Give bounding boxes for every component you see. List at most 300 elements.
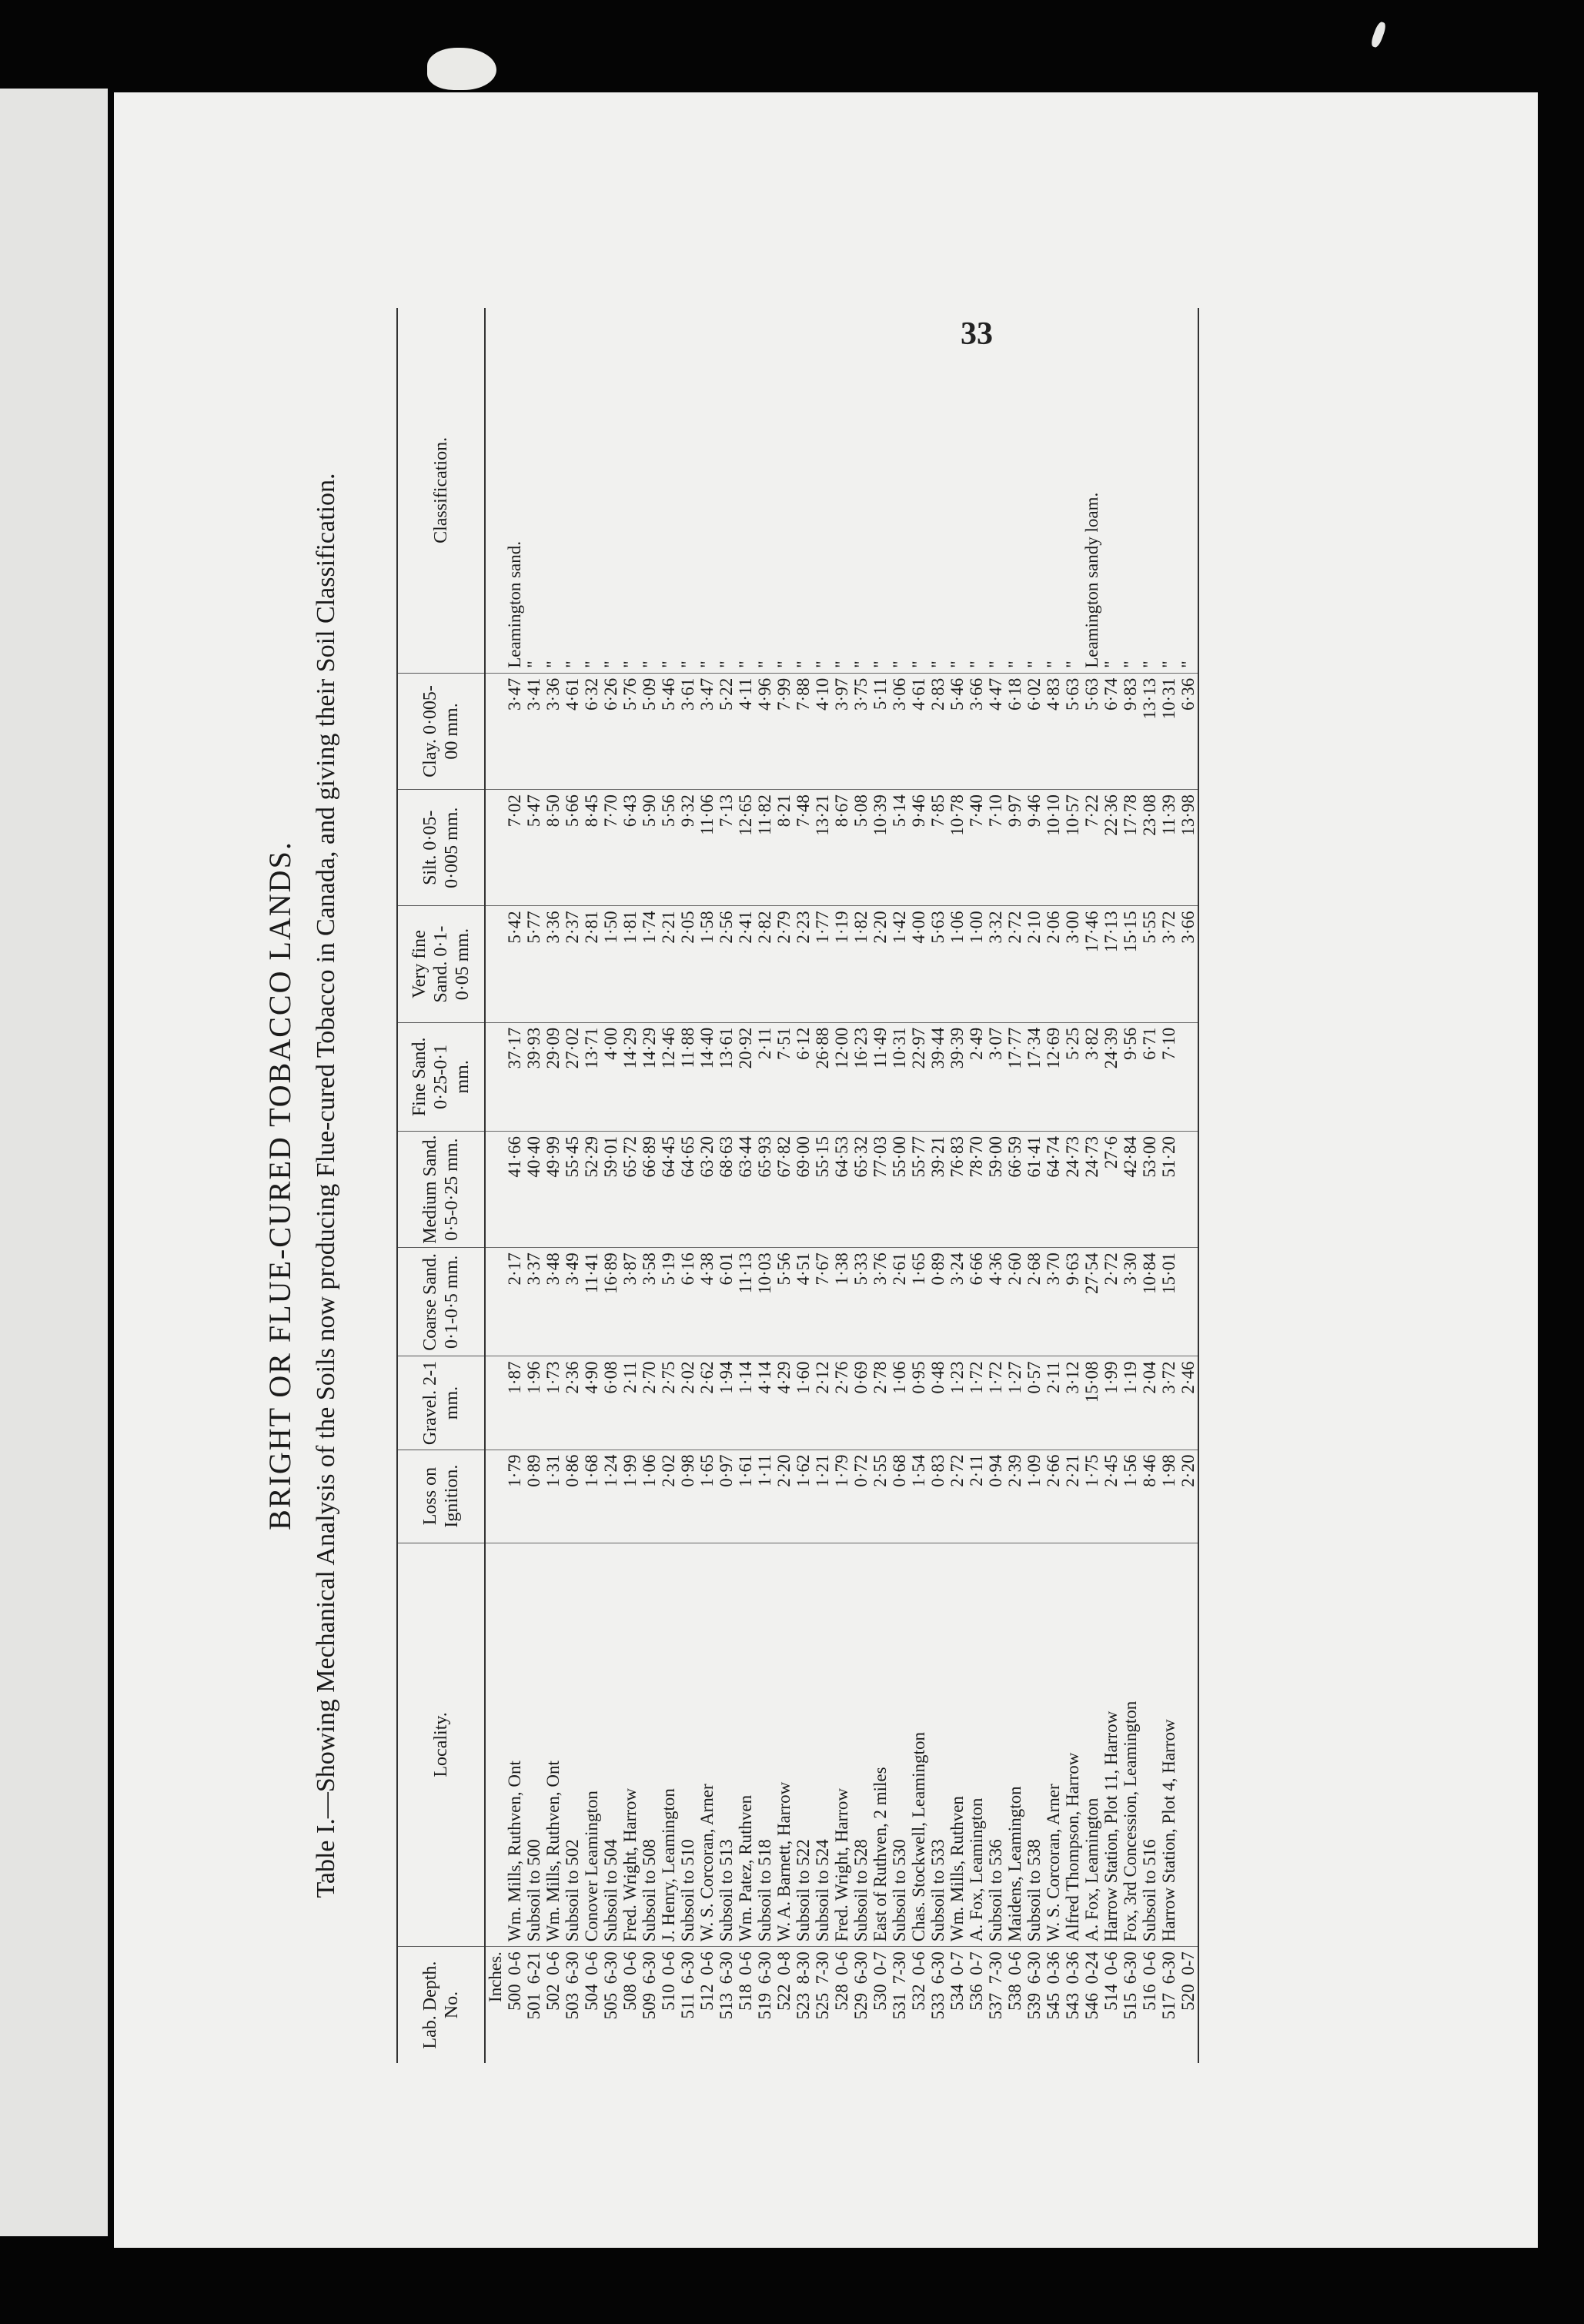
depth: 0-6 — [909, 1951, 928, 1975]
fine-sand-cell: 3·82 — [1082, 1022, 1101, 1131]
medium-sand-cell: 68·63 — [717, 1131, 736, 1247]
classification-cell: " — [543, 308, 563, 673]
gravel-cell: 0·57 — [1024, 1356, 1044, 1450]
medium-sand-cell: 39·21 — [928, 1131, 947, 1247]
loss-cell: 2·11 — [967, 1450, 986, 1543]
gravel-cell: 2·11 — [1044, 1356, 1063, 1450]
depth: 0-6 — [1101, 1951, 1121, 1975]
very-fine-sand-cell: 2·82 — [755, 906, 774, 1022]
col-silt: Silt. 0·05-0·005 mm. — [397, 790, 485, 906]
coarse-sand-cell: 10·03 — [755, 1248, 774, 1356]
locality-cell: Subsoil to 502 — [563, 1543, 582, 1947]
coarse-sand-cell: 1·65 — [909, 1248, 928, 1356]
table-row — [640, 308, 659, 2063]
lab-number: 516 — [1140, 1984, 1159, 2011]
silt-cell: 8·45 — [582, 790, 601, 906]
silt-cell: 13·98 — [1178, 790, 1198, 906]
loss-cell: 1·54 — [909, 1450, 928, 1543]
silt-cell: 8·50 — [543, 790, 563, 906]
locality-cell: Fox, 3rd Concession, Leamington — [1121, 1543, 1140, 1947]
clay-cell: 6·36 — [1178, 673, 1198, 789]
gravel-cell: 2·11 — [620, 1356, 640, 1450]
lab-no-depth-cell — [909, 1947, 928, 2063]
table-row — [1005, 308, 1024, 2063]
very-fine-sand-cell: 3·32 — [986, 906, 1005, 1022]
classification-cell: " — [890, 308, 909, 673]
clay-cell: 5·09 — [640, 673, 659, 789]
clay-cell: 6·32 — [582, 673, 601, 789]
col-classification: Classification. — [397, 308, 485, 673]
table-header-row — [397, 308, 485, 2063]
silt-cell: 7·22 — [1082, 790, 1101, 906]
fine-sand-cell: 37·17 — [505, 1022, 524, 1131]
loss-cell: 2·21 — [1063, 1450, 1082, 1543]
lab-no-depth-cell — [851, 1947, 871, 2063]
gravel-cell: 4·14 — [755, 1356, 774, 1450]
classification-cell: " — [1159, 308, 1178, 673]
table-row — [678, 308, 697, 2063]
medium-sand-cell: 78·70 — [967, 1131, 986, 1247]
silt-cell: 13·21 — [813, 790, 832, 906]
classification-cell: " — [928, 308, 947, 673]
classification-cell: " — [851, 308, 871, 673]
lab-no-depth-cell — [947, 1947, 967, 2063]
loss-cell: 1·62 — [794, 1450, 813, 1543]
clay-cell: 5·11 — [871, 673, 890, 789]
lab-no-depth-cell — [524, 1947, 543, 2063]
gravel-cell: 1·87 — [505, 1356, 524, 1450]
lab-number: 508 — [620, 1984, 640, 2011]
medium-sand-cell: 55·15 — [813, 1131, 832, 1247]
coarse-sand-cell: 3·70 — [1044, 1248, 1063, 1356]
very-fine-sand-cell: 3·66 — [1178, 906, 1198, 1022]
lab-number: 510 — [659, 1984, 678, 2011]
coarse-sand-cell: 2·17 — [505, 1248, 524, 1356]
loss-cell: 1·98 — [1159, 1450, 1178, 1543]
lab-number: 500 — [505, 1984, 524, 2011]
table-row — [524, 308, 543, 2063]
clay-cell: 4·47 — [986, 673, 1005, 789]
fine-sand-cell: 20·92 — [736, 1022, 755, 1131]
silt-cell: 7·10 — [986, 790, 1005, 906]
coarse-sand-cell: 10·84 — [1140, 1248, 1159, 1356]
medium-sand-cell: 41·66 — [505, 1131, 524, 1247]
table-row — [1063, 308, 1082, 2063]
classification-cell: " — [967, 308, 986, 673]
very-fine-sand-cell: 2·37 — [563, 906, 582, 1022]
clay-cell: 3·36 — [543, 673, 563, 789]
depth: 6-30 — [601, 1951, 620, 1985]
fine-sand-cell: 39·44 — [928, 1022, 947, 1131]
lab-number: 523 — [794, 1992, 813, 2020]
medium-sand-cell: 64·45 — [659, 1131, 678, 1247]
gravel-cell: 1·72 — [967, 1356, 986, 1450]
lab-number: 543 — [1063, 1992, 1082, 2020]
locality-cell: Fred. Wright, Harrow — [832, 1543, 851, 1947]
fine-sand-cell: 14·29 — [640, 1022, 659, 1131]
medium-sand-cell: 59·00 — [986, 1131, 1005, 1247]
gravel-cell: 6·08 — [601, 1356, 620, 1450]
locality-cell: Subsoil to 510 — [678, 1543, 697, 1947]
locality-cell: A. Fox, Leamington — [1082, 1543, 1101, 1947]
depth: 0-6 — [832, 1951, 851, 1975]
medium-sand-cell: 77·03 — [871, 1131, 890, 1247]
loss-cell: 1·61 — [736, 1450, 755, 1543]
classification-cell: " — [1101, 308, 1121, 673]
table-row — [755, 308, 774, 2063]
lab-no-depth-cell — [659, 1947, 678, 2063]
silt-cell: 9·32 — [678, 790, 697, 906]
lab-number: 531 — [890, 1992, 909, 2020]
locality-cell: Harrow Station, Plot 4, Harrow — [1159, 1543, 1178, 1947]
clay-cell: 4·83 — [1044, 673, 1063, 789]
very-fine-sand-cell: 1·77 — [813, 906, 832, 1022]
lab-number: 537 — [986, 1992, 1005, 2020]
very-fine-sand-cell: 5·42 — [505, 906, 524, 1022]
col-fine-sand: Fine Sand. 0·25-0·1 mm. — [397, 1022, 485, 1131]
coarse-sand-cell: 27·54 — [1082, 1248, 1101, 1356]
depth: 6-30 — [851, 1951, 871, 1985]
clay-cell: 6·02 — [1024, 673, 1044, 789]
coarse-sand-cell: 3·30 — [1121, 1248, 1140, 1356]
fine-sand-cell: 12·00 — [832, 1022, 851, 1131]
coarse-sand-cell: 6·66 — [967, 1248, 986, 1356]
silt-cell: 7·70 — [601, 790, 620, 906]
fine-sand-cell: 13·71 — [582, 1022, 601, 1131]
locality-cell: W. S. Corcoran, Arner — [1044, 1543, 1063, 1947]
gravel-cell: 2·12 — [813, 1356, 832, 1450]
medium-sand-cell: 24·73 — [1063, 1131, 1082, 1247]
gravel-cell: 2·46 — [1178, 1356, 1198, 1450]
clay-cell: 5·22 — [717, 673, 736, 789]
gravel-cell: 1·19 — [1121, 1356, 1140, 1450]
lab-no-depth-cell — [1005, 1947, 1024, 2063]
locality-cell: Subsoil to 533 — [928, 1543, 947, 1947]
gravel-cell: 2·78 — [871, 1356, 890, 1450]
table-row — [1159, 308, 1178, 2063]
silt-cell: 7·40 — [967, 790, 986, 906]
locality-cell: Subsoil to 524 — [813, 1543, 832, 1947]
locality-cell: Fred. Wright, Harrow — [620, 1543, 640, 1947]
lab-no-depth-cell — [505, 1947, 524, 2063]
loss-cell: 1·79 — [505, 1450, 524, 1543]
fine-sand-cell: 10·31 — [890, 1022, 909, 1131]
table-row — [851, 308, 871, 2063]
locality-cell: Subsoil to 513 — [717, 1543, 736, 1947]
coarse-sand-cell: 5·33 — [851, 1248, 871, 1356]
fine-sand-cell: 14·40 — [697, 1022, 717, 1131]
loss-cell: 0·89 — [524, 1450, 543, 1543]
loss-cell: 0·98 — [678, 1450, 697, 1543]
gravel-cell: 1·14 — [736, 1356, 755, 1450]
depth: 0-6 — [505, 1951, 524, 1975]
clay-cell: 3·66 — [967, 673, 986, 789]
coarse-sand-cell: 5·19 — [659, 1248, 678, 1356]
locality-cell: Subsoil to 508 — [640, 1543, 659, 1947]
gravel-cell: 1·99 — [1101, 1356, 1121, 1450]
silt-cell: 5·47 — [524, 790, 543, 906]
lab-number: 505 — [601, 1992, 620, 2020]
classification-cell: Leamington sand. — [505, 308, 524, 673]
fine-sand-cell: 27·02 — [563, 1022, 582, 1131]
coarse-sand-cell: 1·38 — [832, 1248, 851, 1356]
classification-cell: " — [755, 308, 774, 673]
classification-cell: " — [947, 308, 967, 673]
lab-no-depth-cell — [640, 1947, 659, 2063]
clay-cell: 5·76 — [620, 673, 640, 789]
clay-cell: 5·46 — [659, 673, 678, 789]
lab-no-depth-cell — [1024, 1947, 1044, 2063]
clay-cell: 6·18 — [1005, 673, 1024, 789]
medium-sand-cell: 49·99 — [543, 1131, 563, 1247]
loss-cell: 2·02 — [659, 1450, 678, 1543]
clay-cell: 10·31 — [1159, 673, 1178, 789]
medium-sand-cell: 64·53 — [832, 1131, 851, 1247]
loss-cell: 1·09 — [1024, 1450, 1044, 1543]
col-very-fine-sand: Very fine Sand. 0·1-0·05 mm. — [397, 906, 485, 1022]
fine-sand-cell: 13·61 — [717, 1022, 736, 1131]
depth: 6-21 — [524, 1951, 543, 1985]
page-number: 33 — [961, 316, 993, 352]
table-row — [543, 308, 563, 2063]
gravel-cell: 1·73 — [543, 1356, 563, 1450]
loss-cell: 8·46 — [1140, 1450, 1159, 1543]
very-fine-sand-cell: 2·81 — [582, 906, 601, 1022]
coarse-sand-cell: 6·16 — [678, 1248, 697, 1356]
depth: 0-6 — [659, 1951, 678, 1975]
lab-number: 518 — [736, 1984, 755, 2011]
silt-cell: 6·43 — [620, 790, 640, 906]
fine-sand-cell: 11·49 — [871, 1022, 890, 1131]
coarse-sand-cell: 2·61 — [890, 1248, 909, 1356]
table-row — [697, 308, 717, 2063]
classification-cell: " — [813, 308, 832, 673]
lab-no-depth-cell — [601, 1947, 620, 2063]
lab-number: 529 — [851, 1992, 871, 2020]
locality-cell: Wm. Mills, Ruthven, Ont — [505, 1543, 524, 1947]
fine-sand-cell: 2·49 — [967, 1022, 986, 1131]
lab-number: 536 — [967, 1984, 986, 2011]
medium-sand-cell: 61·41 — [1024, 1131, 1044, 1247]
classification-cell: " — [601, 308, 620, 673]
clay-cell: 3·47 — [697, 673, 717, 789]
lab-no-depth-cell — [1101, 1947, 1121, 2063]
very-fine-sand-cell: 5·55 — [1140, 906, 1159, 1022]
table-row — [832, 308, 851, 2063]
lab-no-depth-cell — [678, 1947, 697, 2063]
lab-number: 511 — [678, 1992, 697, 2019]
classification-cell: " — [1044, 308, 1063, 673]
fine-sand-cell: 7·10 — [1159, 1022, 1178, 1131]
fine-sand-cell: 12·46 — [659, 1022, 678, 1131]
lab-no-depth-cell — [1159, 1947, 1178, 2063]
lab-number: 513 — [717, 1992, 736, 2020]
depth: 0-7 — [967, 1951, 986, 1975]
loss-cell: 1·31 — [543, 1450, 563, 1543]
very-fine-sand-cell: 4·00 — [909, 906, 928, 1022]
table-row — [871, 308, 890, 2063]
medium-sand-cell: 76·83 — [947, 1131, 967, 1247]
classification-cell: " — [717, 308, 736, 673]
medium-sand-cell: 52·29 — [582, 1131, 601, 1247]
silt-cell: 10·57 — [1063, 790, 1082, 906]
medium-sand-cell: 51·20 — [1159, 1131, 1178, 1247]
silt-cell: 17·78 — [1121, 790, 1140, 906]
classification-cell: " — [832, 308, 851, 673]
lab-number: 528 — [832, 1984, 851, 2011]
lab-no-depth-cell — [543, 1947, 563, 2063]
very-fine-sand-cell: 1·00 — [967, 906, 986, 1022]
lab-number: 515 — [1121, 1992, 1140, 2020]
silt-cell: 9·97 — [1005, 790, 1024, 906]
lab-no-depth-cell — [774, 1947, 794, 2063]
fine-sand-cell: 16·23 — [851, 1022, 871, 1131]
classification-cell: " — [640, 308, 659, 673]
very-fine-sand-cell: 2·23 — [794, 906, 813, 1022]
medium-sand-cell: 42·84 — [1121, 1131, 1140, 1247]
table-row — [582, 308, 601, 2063]
depth: 6-30 — [1024, 1951, 1044, 1985]
clay-cell: 3·41 — [524, 673, 543, 789]
lab-number: 514 — [1101, 1984, 1121, 2011]
depth: 0-7 — [871, 1951, 890, 1975]
classification-cell: " — [774, 308, 794, 673]
lab-number: 512 — [697, 1984, 717, 2011]
clay-cell: 3·97 — [832, 673, 851, 789]
coarse-sand-cell: 11·13 — [736, 1248, 755, 1356]
very-fine-sand-cell: 2·20 — [871, 906, 890, 1022]
table-row — [928, 308, 947, 2063]
lab-no-depth-cell — [794, 1947, 813, 2063]
lab-no-depth-cell — [736, 1947, 755, 2063]
locality-cell: Maidens, Leamington — [1005, 1543, 1024, 1947]
depth: 0-36 — [1044, 1951, 1063, 1985]
loss-cell: 0·72 — [851, 1450, 871, 1543]
loss-cell: 1·06 — [640, 1450, 659, 1543]
locality-cell: Subsoil to 518 — [755, 1543, 774, 1947]
classification-cell: Leamington sandy loam. — [1082, 308, 1101, 673]
coarse-sand-cell: 3·37 — [524, 1248, 543, 1356]
loss-cell: 2·45 — [1101, 1450, 1121, 1543]
loss-cell: 1·65 — [697, 1450, 717, 1543]
depth: 0-6 — [543, 1951, 563, 1975]
clay-cell: 3·75 — [851, 673, 871, 789]
medium-sand-cell: 65·32 — [851, 1131, 871, 1247]
table-row — [1024, 308, 1044, 2063]
fine-sand-cell: 6·71 — [1140, 1022, 1159, 1131]
coarse-sand-cell: 3·87 — [620, 1248, 640, 1356]
silt-cell: 12·65 — [736, 790, 755, 906]
classification-cell: " — [736, 308, 755, 673]
loss-cell: 0·97 — [717, 1450, 736, 1543]
very-fine-sand-cell: 1·19 — [832, 906, 851, 1022]
table-row — [967, 308, 986, 2063]
table-title: BRIGHT OR FLUE-CURED TOBACCO LANDS. — [262, 841, 297, 1530]
lab-no-depth-cell — [1178, 1947, 1198, 2063]
lab-no-depth-cell — [1082, 1947, 1101, 2063]
classification-cell: " — [697, 308, 717, 673]
lab-no-depth-cell — [620, 1947, 640, 2063]
fine-sand-cell: 3·07 — [986, 1022, 1005, 1131]
silt-cell: 7·02 — [505, 790, 524, 906]
fine-sand-cell: 14·29 — [620, 1022, 640, 1131]
depth: 0-6 — [1140, 1951, 1159, 1975]
rotated-table-block — [262, 308, 1478, 2063]
locality-cell — [1178, 1543, 1198, 1947]
silt-cell: 10·78 — [947, 790, 967, 906]
coarse-sand-cell: 9·63 — [1063, 1248, 1082, 1356]
gravel-cell: 2·62 — [697, 1356, 717, 1450]
silt-cell: 7·85 — [928, 790, 947, 906]
very-fine-sand-cell: 3·72 — [1159, 906, 1178, 1022]
table-row — [620, 308, 640, 2063]
clay-cell: 4·11 — [736, 673, 755, 789]
loss-cell: 0·94 — [986, 1450, 1005, 1543]
medium-sand-cell: 27·6 — [1101, 1131, 1121, 1247]
locality-cell: W. A. Barnett, Harrow — [774, 1543, 794, 1947]
lab-number: 530 — [871, 1984, 890, 2011]
lab-no-depth-cell — [582, 1947, 601, 2063]
very-fine-sand-cell: 17·13 — [1101, 906, 1121, 1022]
locality-cell: Subsoil to 536 — [986, 1543, 1005, 1947]
clay-cell: 6·74 — [1101, 673, 1121, 789]
coarse-sand-cell: 7·67 — [813, 1248, 832, 1356]
loss-cell: 1·99 — [620, 1450, 640, 1543]
lab-number: 501 — [524, 1992, 543, 2020]
col-gravel: Gravel. 2-1 mm. — [397, 1356, 485, 1450]
depth: 6-30 — [928, 1951, 947, 1985]
classification-cell: " — [1178, 308, 1198, 673]
fine-sand-cell: 6·12 — [794, 1022, 813, 1131]
fine-sand-cell: 2·11 — [755, 1022, 774, 1131]
table-row — [717, 308, 736, 2063]
gravel-cell: 2·76 — [832, 1356, 851, 1450]
fine-sand-cell: 12·69 — [1044, 1022, 1063, 1131]
medium-sand-cell: 63·20 — [697, 1131, 717, 1247]
lab-number: 509 — [640, 1992, 659, 2020]
medium-sand-cell: 24·73 — [1082, 1131, 1101, 1247]
locality-cell: Alfred Thompson, Harrow — [1063, 1543, 1082, 1947]
gravel-cell: 3·72 — [1159, 1356, 1178, 1450]
depth: 6-30 — [717, 1951, 736, 1985]
very-fine-sand-cell: 3·36 — [543, 906, 563, 1022]
loss-cell: 2·39 — [1005, 1450, 1024, 1543]
very-fine-sand-cell: 1·81 — [620, 906, 640, 1022]
fine-sand-cell: 22·97 — [909, 1022, 928, 1131]
loss-cell: 0·68 — [890, 1450, 909, 1543]
silt-cell: 8·21 — [774, 790, 794, 906]
silt-cell: 23·08 — [1140, 790, 1159, 906]
medium-sand-cell: 53·00 — [1140, 1131, 1159, 1247]
classification-cell: " — [582, 308, 601, 673]
loss-cell: 2·20 — [1178, 1450, 1198, 1543]
depth: 6-30 — [563, 1951, 582, 1985]
depth: 7-30 — [986, 1951, 1005, 1985]
lab-number: 539 — [1024, 1992, 1044, 2020]
silt-cell: 8·67 — [832, 790, 851, 906]
lab-number: 525 — [813, 1992, 832, 2020]
table-row — [1044, 308, 1063, 2063]
coarse-sand-cell: 3·58 — [640, 1248, 659, 1356]
locality-cell: Subsoil to 516 — [1140, 1543, 1159, 1947]
depth: 0-36 — [1063, 1951, 1082, 1985]
lab-number: 545 — [1044, 1992, 1063, 2020]
table-row — [505, 308, 524, 2063]
gravel-cell: 0·48 — [928, 1356, 947, 1450]
classification-cell: " — [524, 308, 543, 673]
loss-cell: 1·24 — [601, 1450, 620, 1543]
gravel-cell: 2·04 — [1140, 1356, 1159, 1450]
